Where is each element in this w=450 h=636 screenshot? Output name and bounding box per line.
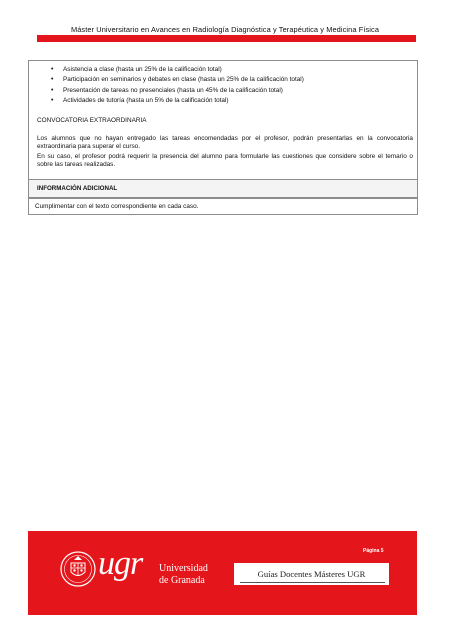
university-name [159, 563, 208, 587]
university-name-line-1: Universidad [159, 563, 208, 574]
list-item: • Actividades de tutoría (hasta un 5% de la calificación total) [51, 96, 304, 106]
university-seal-icon [59, 548, 97, 590]
footer [28, 531, 417, 615]
divider [240, 582, 385, 583]
header-title: Máster Universitario en Avances en Radiología Diagnóstica y Terapéutica y Medicina Física [70, 25, 380, 34]
list-item: • Presentación de tareas no presenciales (hasta un 45% de la calificación total) [51, 86, 304, 96]
additional-info-header [28, 180, 418, 198]
guide-label-box [234, 563, 389, 585]
guide-label: Guías Docentes Másteres UGR [257, 569, 366, 579]
paragraph: En su caso, el profesor podrá requerir la presencia del alumno para formularle las cuestiones que considere sobre el temario o sobre las tareas realizadas. [37, 153, 413, 168]
evaluation-section [28, 60, 418, 180]
list-item: • Participación en seminarios y debates en clase (hasta un 25% de la calificación total) [51, 75, 304, 85]
paragraph: Los alumnos que no hayan entregado las tareas encomendadas por el profesor, podrán presentarlas en la convocatoria extraordinaria para superar el curso. [37, 135, 413, 150]
extraordinary-call-title: CONVOCATORIA EXTRAORDINARIA [37, 117, 147, 124]
evaluation-criteria-list [51, 65, 304, 107]
additional-info-body [28, 198, 418, 215]
list-item: • Asistencia a clase (hasta un 25% de la calificación total) [51, 65, 304, 75]
university-name-line-2: de Granada [159, 575, 205, 586]
additional-info-text: Cumplimentar con el texto correspondiente en cada caso. [35, 203, 199, 210]
additional-info-heading: INFORMACIÓN ADICIONAL [37, 185, 118, 192]
page-number: Página 5 [363, 548, 384, 554]
ugr-logo: ugr [98, 545, 143, 582]
header-bar [37, 35, 416, 42]
